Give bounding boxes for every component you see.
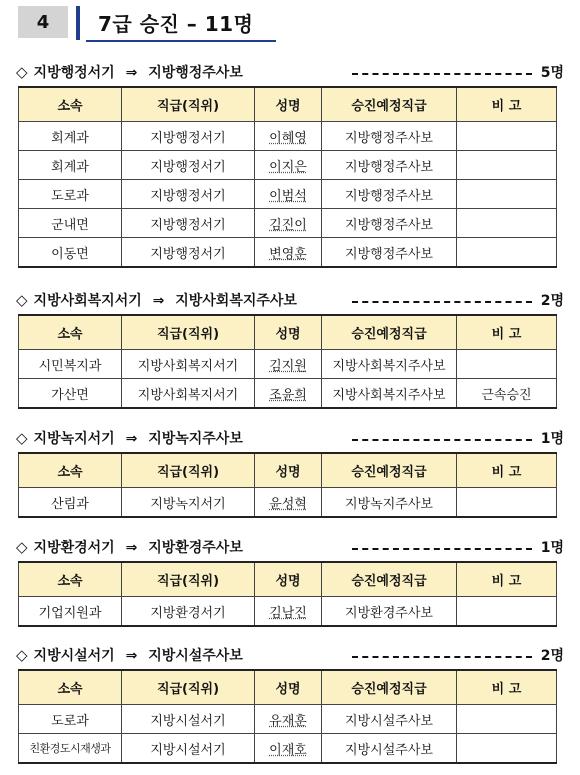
dept-cell: 회계과 [19, 151, 122, 180]
grade-cell: 지방사회복지서기 [122, 350, 255, 379]
name-cell: 김지원 [255, 350, 322, 379]
dept-cell: 도로과 [19, 705, 122, 734]
remark-cell [457, 122, 557, 151]
to-grade: 지방시설주사보 [148, 648, 243, 664]
section-5-table [18, 669, 557, 764]
grade-cell: 지방행정서기 [122, 151, 255, 180]
column-header: 비 고 [457, 453, 557, 488]
section-count: 2명 [540, 648, 564, 664]
dept-cell: 회계과 [19, 122, 122, 151]
column-header: 직급(직위) [122, 562, 255, 597]
arrow-icon: ⇒ [120, 65, 143, 81]
grade-cell: 지방행정서기 [122, 122, 255, 151]
name-cell: 이재호 [255, 734, 322, 764]
target-grade-cell: 지방행정주사보 [322, 122, 457, 151]
table-row [19, 350, 557, 379]
target-grade-cell: 지방행정주사보 [322, 238, 457, 268]
target-grade-cell: 지방시설주사보 [322, 734, 457, 764]
column-header: 성명 [255, 315, 322, 350]
dept-cell: 가산면 [19, 379, 122, 409]
to-grade: 지방사회복지주사보 [175, 293, 297, 309]
table-row [19, 122, 557, 151]
target-grade-cell: 지방사회복지주사보 [322, 350, 457, 379]
column-header: 직급(직위) [122, 315, 255, 350]
column-header: 직급(직위) [122, 670, 255, 705]
table-row [19, 705, 557, 734]
diamond-icon: ◇ [16, 429, 28, 447]
table-row [19, 209, 557, 238]
name-cell: 이범석 [255, 180, 322, 209]
grade-cell: 지방녹지서기 [122, 488, 255, 518]
column-header: 성명 [255, 670, 322, 705]
dept-cell: 시민복지과 [19, 350, 122, 379]
column-header: 비 고 [457, 670, 557, 705]
grade-cell: 지방행정서기 [122, 180, 255, 209]
dept-cell: 도로과 [19, 180, 122, 209]
section-3-title [16, 428, 568, 450]
section-4-title [16, 537, 568, 559]
arrow-icon: ⇒ [120, 648, 143, 664]
section-count: 1명 [540, 431, 564, 447]
target-grade-cell: 지방녹지주사보 [322, 488, 457, 518]
name-cell: 유재훈 [255, 705, 322, 734]
section-5-title [16, 645, 568, 667]
table-row [19, 238, 557, 268]
grade-cell: 지방시설서기 [122, 705, 255, 734]
name-cell: 이혜영 [255, 122, 322, 151]
section-count: 5명 [540, 65, 564, 81]
target-grade-cell: 지방행정주사보 [322, 209, 457, 238]
arrow-icon: ⇒ [120, 431, 143, 447]
remark-cell [457, 209, 557, 238]
dept-cell: 산림과 [19, 488, 122, 518]
section-heading [18, 6, 388, 40]
to-grade: 지방행정주사보 [148, 65, 243, 81]
table-row [19, 151, 557, 180]
section-count: 1명 [540, 540, 564, 556]
remark-cell [457, 597, 557, 627]
dashed-leader [352, 548, 532, 550]
to-grade: 지방녹지주사보 [148, 431, 243, 447]
column-header: 소속 [19, 562, 122, 597]
remark-cell [457, 180, 557, 209]
table-row [19, 597, 557, 627]
section-count: 2명 [540, 293, 564, 309]
column-header: 직급(직위) [122, 87, 255, 122]
remark-cell [457, 734, 557, 764]
diamond-icon: ◇ [16, 291, 28, 309]
table-row [19, 379, 557, 409]
remark-cell: 근속승진 [457, 379, 557, 409]
column-header: 승진예정직급 [322, 453, 457, 488]
column-header: 소속 [19, 670, 122, 705]
section-2-table [18, 314, 557, 409]
name-cell: 윤성혁 [255, 488, 322, 518]
table-row [19, 180, 557, 209]
header-row [19, 562, 557, 597]
column-header: 성명 [255, 453, 322, 488]
dept-cell: 기업지원과 [19, 597, 122, 627]
diamond-icon: ◇ [16, 538, 28, 556]
name-cell: 김남진 [255, 597, 322, 627]
section-1-title [16, 62, 568, 84]
header-row [19, 315, 557, 350]
title-underline [86, 40, 276, 42]
grade-cell: 지방사회복지서기 [122, 379, 255, 409]
diamond-icon: ◇ [16, 646, 28, 664]
name-cell: 조윤희 [255, 379, 322, 409]
remark-cell [457, 488, 557, 518]
column-header: 승진예정직급 [322, 315, 457, 350]
grade-cell: 지방환경서기 [122, 597, 255, 627]
target-grade-cell: 지방사회복지주사보 [322, 379, 457, 409]
target-grade-cell: 지방행정주사보 [322, 180, 457, 209]
grade-cell: 지방행정서기 [122, 209, 255, 238]
arrow-icon: ⇒ [147, 293, 170, 309]
column-header: 직급(직위) [122, 453, 255, 488]
dashed-leader [352, 439, 532, 441]
header-row [19, 453, 557, 488]
from-grade: 지방행정서기 [33, 65, 115, 81]
section-3-table [18, 452, 557, 518]
column-header: 승진예정직급 [322, 87, 457, 122]
target-grade-cell: 지방시설주사보 [322, 705, 457, 734]
section-2-title [16, 290, 568, 312]
column-header: 소속 [19, 453, 122, 488]
from-grade: 지방시설서기 [33, 648, 115, 664]
dept-cell: 군내면 [19, 209, 122, 238]
name-cell: 이지은 [255, 151, 322, 180]
remark-cell [457, 350, 557, 379]
column-header: 승진예정직급 [322, 670, 457, 705]
target-grade-cell: 지방행정주사보 [322, 151, 457, 180]
diamond-icon: ◇ [16, 63, 28, 81]
dashed-leader [352, 656, 532, 658]
table-row [19, 734, 557, 764]
grade-cell: 지방시설서기 [122, 734, 255, 764]
dept-cell: 친환경도시재생과 [19, 734, 122, 764]
grade-cell: 지방행정서기 [122, 238, 255, 268]
dashed-leader [352, 301, 532, 303]
dashed-leader [352, 73, 532, 75]
header-row [19, 670, 557, 705]
header-row [19, 87, 557, 122]
dept-cell: 이동면 [19, 238, 122, 268]
target-grade-cell: 지방환경주사보 [322, 597, 457, 627]
name-cell: 김진이 [255, 209, 322, 238]
section-number: 4 [18, 6, 68, 38]
from-grade: 지방환경서기 [33, 540, 115, 556]
section-4-table [18, 561, 557, 627]
remark-cell [457, 705, 557, 734]
table-row [19, 488, 557, 518]
column-header: 소속 [19, 315, 122, 350]
column-header: 비 고 [457, 87, 557, 122]
arrow-icon: ⇒ [120, 540, 143, 556]
to-grade: 지방환경주사보 [148, 540, 243, 556]
section-title: 7급 승진 – 11명 [98, 12, 254, 36]
column-header: 성명 [255, 562, 322, 597]
name-cell: 변영훈 [255, 238, 322, 268]
remark-cell [457, 151, 557, 180]
column-header: 비 고 [457, 315, 557, 350]
from-grade: 지방녹지서기 [33, 431, 115, 447]
heading-bar [76, 6, 80, 40]
from-grade: 지방사회복지서기 [33, 293, 142, 309]
column-header: 성명 [255, 87, 322, 122]
remark-cell [457, 238, 557, 268]
column-header: 승진예정직급 [322, 562, 457, 597]
column-header: 비 고 [457, 562, 557, 597]
column-header: 소속 [19, 87, 122, 122]
section-1-table [18, 86, 557, 268]
